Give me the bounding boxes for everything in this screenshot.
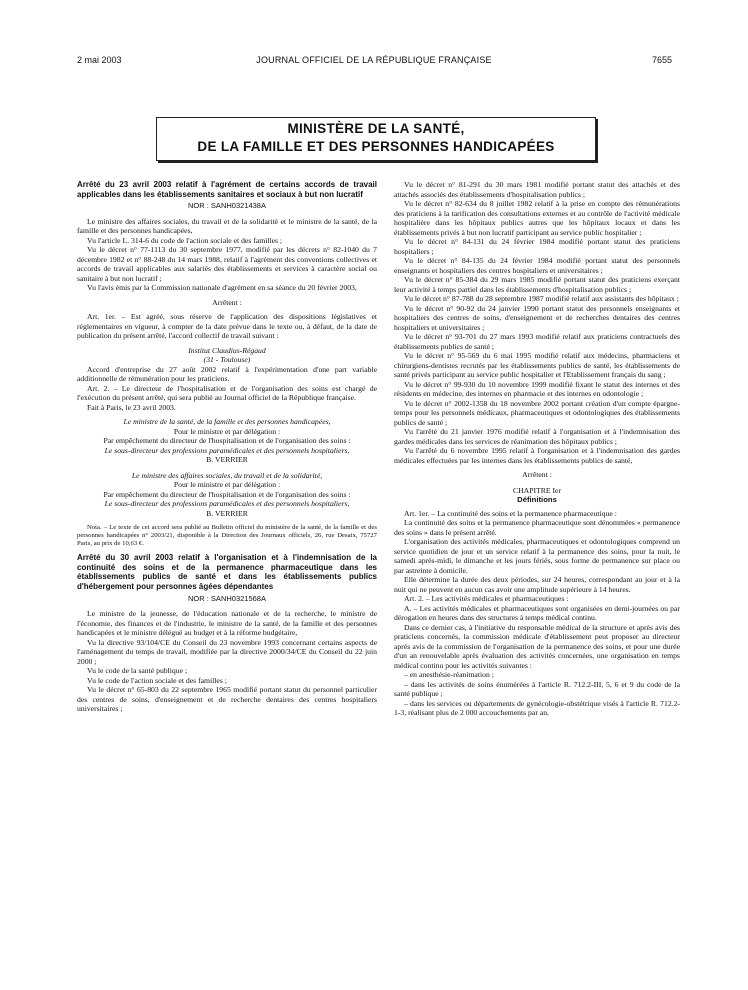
left-paragraph: B. VERRIER <box>206 508 248 518</box>
left-paragraph: Le ministre de la jeunesse, de l'éducation nationale et de la recherche, le ministre de l'économie, des finances et de l'industrie, le ministre de la santé, de la famille et des personnes handicapées et le ministre délégué au budget et à la réforme budgétaire, <box>77 609 377 638</box>
left-paragraph: Institut Claudius-Régaud <box>188 345 266 355</box>
right-paragraph: Vu le décret n° 95-569 du 6 mai 1995 modifié relatif aux médecins, pharmaciens et chirurgiens-dentistes recrutés par les établissements publics de santé, les établissements de santé privés participant au service public hospitalier et l'Etablissement français du sang ; <box>394 351 680 379</box>
right-paragraph: Vu le décret n° 2002-1358 du 18 novembre 2002 portant création d'un compte épargne-temps pour les personnels médicaux, pharmaceutiques et odontologiques des établissements publics de santé ; <box>394 398 680 427</box>
right-paragraph: – dans les services ou départements de gynécologie-obstétrique visés à l'article R. 712.2-1-3, réalisant plus de 2 000 accouchements par an. <box>394 698 680 717</box>
left-paragraph: Le sous-directeur des professions paramédicales et des personnels hospitaliers, <box>104 499 350 509</box>
right-paragraph: La continuité des soins et la permanence pharmaceutique sont dénommées « permanence des soins » dans le présent arrêté. <box>394 518 680 537</box>
left-paragraph: Vu le code de la santé publique ; <box>87 666 188 676</box>
right-paragraph: Vu le décret n° 93-701 du 27 mars 1993 modifié relatif aux praticiens contractuels des établissements publics de santé ; <box>394 332 680 351</box>
right-paragraph: Vu le décret n° 82-634 du 8 juillet 1982 relatif à la prise en compte des rémunérations des praticiens à la tarification des consultations externes et au contrôle de l'activité médicale hospitalière dans les hôpitaux publics autres que les hôpitaux locaux et dans les établissements privés à but non lucratif participant au service public hospitalier ; <box>394 199 680 237</box>
left-paragraph: (31 - Toulouse) <box>203 355 251 365</box>
right-paragraph: L'organisation des activités médicales, pharmaceutiques et odontologiques comprend un service quotidien de jour et un service relatif à la permanence des soins, pour la nuit, le samedi après-midi, le dimanche et les jours fériés, sous forme de permanence sur place ou par astreinte à domicile. <box>394 537 680 575</box>
right-paragraph: Vu le décret n° 87-788 du 28 septembre 1987 modifié relatif aux assistants des hôpitaux ; <box>404 294 679 303</box>
left-paragraph: Le ministre de la santé, de la famille et des personnes handicapées, <box>123 417 331 427</box>
right-paragraph: Vu l'arrêté du 6 novembre 1995 relatif à l'organisation et à l'indemnisation des gardes médicales effectuées par les internes dans les établissements publics de santé, <box>394 446 680 465</box>
right-paragraph: Elle détermine la durée des deux périodes, sur 24 heures, correspondant au jour et à la nuit qui ne peuvent en aucun cas avoir une amplitude supérieure à 14 heures. <box>394 575 680 594</box>
right-paragraph: Art. 1er. – La continuité des soins et la permanence pharmaceutique : <box>404 508 617 518</box>
right-paragraph: Vu l'arrêté du 21 janvier 1976 modifié relatif à l'organisation et à l'indemnisation des gardes médicales dans les services de réanimation des hôpitaux publics ; <box>394 427 680 446</box>
left-paragraph: Arrêtent : <box>212 297 242 307</box>
left-paragraph: Pour le ministre et par délégation : <box>173 480 281 490</box>
left-paragraph: Vu la directive 93/104/CE du Conseil du 23 novembre 1993 concernant certains aspects de l'aménagement du temps de travail, modifiée par la directive 2000/34/CE du Conseil du 22 juin 2000 ; <box>77 637 377 666</box>
left-paragraph: Le ministre des affaires sociales, du travail et de la solidarité, <box>131 470 323 480</box>
left-paragraph: Pour le ministre et par délégation : <box>173 426 281 436</box>
left-paragraph: Fait à Paris, le 23 avril 2003. <box>87 402 176 412</box>
left-paragraph: Le sous-directeur des professions paramédicales et des personnels hospitaliers, <box>104 445 350 455</box>
left-column <box>77 180 377 714</box>
left-paragraph: Nota. – Le texte de cet accord sera publié au Bulletin officiel du ministère de la santé, de la famille et des personnes handicapées n° 2003/21, disponible à la Direction des Journaux officiels, 26, rue Desaix, 75727 Paris, au prix de 10,63 €. <box>77 524 377 548</box>
left-paragraph: NOR : SANH0321438A <box>188 201 266 211</box>
right-paragraph: CHAPITRE Ier <box>512 485 562 495</box>
left-paragraph: Par empêchement du directeur de l'hospitalisation et de l'organisation des soins : <box>103 489 351 499</box>
left-paragraph: Art. 2. – Le directeur de l'hospitalisation et de l'organisation des soins est chargé de l'exécution du présent arrêté, qui sera publié au Journal officiel de la République française. <box>77 383 377 403</box>
header-page-number: 7655 <box>651 55 672 65</box>
right-paragraph: Vu le décret n° 85-384 du 29 mars 1985 modifié portant statut des praticiens exerçant leur activité à temps partiel dans les établissements d'hospitalisation publics ; <box>394 275 680 294</box>
header-date: 2 mai 2003 <box>77 55 122 65</box>
right-paragraph: Vu le décret n° 81-291 du 30 mars 1981 modifié portant statut des attachés et des attachés associés des établissements d'hospitalisation publics ; <box>394 180 680 199</box>
right-paragraph: Définitions <box>517 495 557 504</box>
ministry-line-2: DE LA FAMILLE ET DES PERSONNES HANDICAPÉES <box>197 139 555 154</box>
left-paragraph: Vu l'article L. 314-6 du code de l'action sociale et des familles ; <box>87 235 283 245</box>
left-paragraph: Arrêté du 23 avril 2003 relatif à l'agrément de certains accords de travail applicables dans les établissements sanitaires et sociaux à but non lucratif <box>77 180 377 199</box>
right-paragraph: – en anesthésie-réanimation ; <box>404 670 494 679</box>
right-column <box>394 180 680 718</box>
left-paragraph: Arrêté du 30 avril 2003 relatif à l'organisation et à l'indemnisation de la continuité des soins et de la permanence pharmaceutique dans les établissements publics de santé et dans les établissements publics d'hébergement pour personnes âgées dépendantes <box>77 553 377 591</box>
left-paragraph: Art. 1er. – Est agréé, sous réserve de l'application des dispositions législatives et réglementaires en vigueur, à compter de la date prévue dans le texte ou, à défaut, de la date de publication du présent arrêté, l'accord collectif de travail suivant : <box>77 312 377 341</box>
ministry-line-1: MINISTÈRE DE LA SANTÉ, <box>287 121 465 136</box>
left-paragraph: B. VERRIER <box>206 455 248 465</box>
right-paragraph: Vu le décret n° 84-135 du 24 février 1984 modifié portant statut des personnels enseignants et hospitaliers des centres hospitaliers et universitaires ; <box>394 256 680 275</box>
left-paragraph: Le ministre des affaires sociales, du travail et de la solidarité et le ministre de la santé, de la famille et des personnes handicapées, <box>77 216 377 236</box>
left-paragraph: Vu le code de l'action sociale et des familles ; <box>87 675 227 685</box>
left-paragraph: Vu le décret n° 65-803 du 22 septembre 1965 modifié portant statut du personnel particulier des centres de soins, d'enseignement et de recherche dentaires des centres hospitaliers universitaires ; <box>77 685 377 714</box>
header-journal-title: JOURNAL OFFICIEL DE LA RÉPUBLIQUE FRANÇAISE <box>256 55 492 65</box>
left-paragraph: Accord d'entreprise du 27 août 2002 relatif à l'expérimentation d'une part variable additionnelle de rémunération pour les praticiens. <box>77 364 377 384</box>
left-paragraph: Vu l'avis émis par la Commission nationale d'agrément en sa séance du 20 février 2003, <box>87 283 357 293</box>
right-paragraph: Art. 2. – Les activités médicales et pharmaceutiques : <box>404 594 569 603</box>
left-paragraph: NOR : SANH0321568A <box>188 593 266 603</box>
right-paragraph: Vu le décret n° 84-131 du 24 février 1984 modifié portant statut des praticiens hospitaliers ; <box>394 237 680 256</box>
right-paragraph: Vu le décret n° 90-92 du 24 janvier 1990 portant statut des personnels enseignants et hospitaliers des centres de soins, d'enseignement et de recherches dentaires des centres hospitaliers et universitaires ; <box>394 303 680 332</box>
left-paragraph: Vu le décret n° 77-1113 du 30 septembre 1977, modifié par les décrets n° 82-1040 du 7 décembre 1982 et n° 88-248 du 14 mars 1988, relatif à l'agrément des conventions collectives et accords de travail applicables aux salariés des établissements et services à caractère social ou sanitaire à but non lucratif ; <box>77 245 377 283</box>
right-paragraph: A. – Les activités médicales et pharmaceutiques sont organisées en demi-journées ou par dérogation en heures dans des structures à temps médical continu. <box>394 603 680 622</box>
running-header <box>0 55 748 69</box>
right-paragraph: Vu le décret n° 99-930 du 10 novembre 1999 modifié fixant le statut des internes et des résidents en médecine, des internes en pharmacie et des internes en odontologie ; <box>394 379 680 398</box>
left-paragraph: Par empêchement du directeur de l'hospitalisation et de l'organisation des soins : <box>103 436 351 446</box>
ministry-banner <box>156 117 596 161</box>
right-paragraph: Dans ce dernier cas, à l'initiative du responsable médical de la structure et après avis des praticiens concernés, la commission médicale d'établissement peut proposer au directeur après avis de la commission de l'organisation de la permanence des soins, et pour une durée d'un an renouvelable après évaluation des activités concernées, une organisation en temps médical continu pour les activités suivantes : <box>394 622 680 670</box>
right-paragraph: – dans les activités de soins énumérées à l'article R. 712.2-III, 5, 6 et 9 du code de la santé publique ; <box>394 679 680 698</box>
right-paragraph: Arrêtent : <box>522 470 552 479</box>
